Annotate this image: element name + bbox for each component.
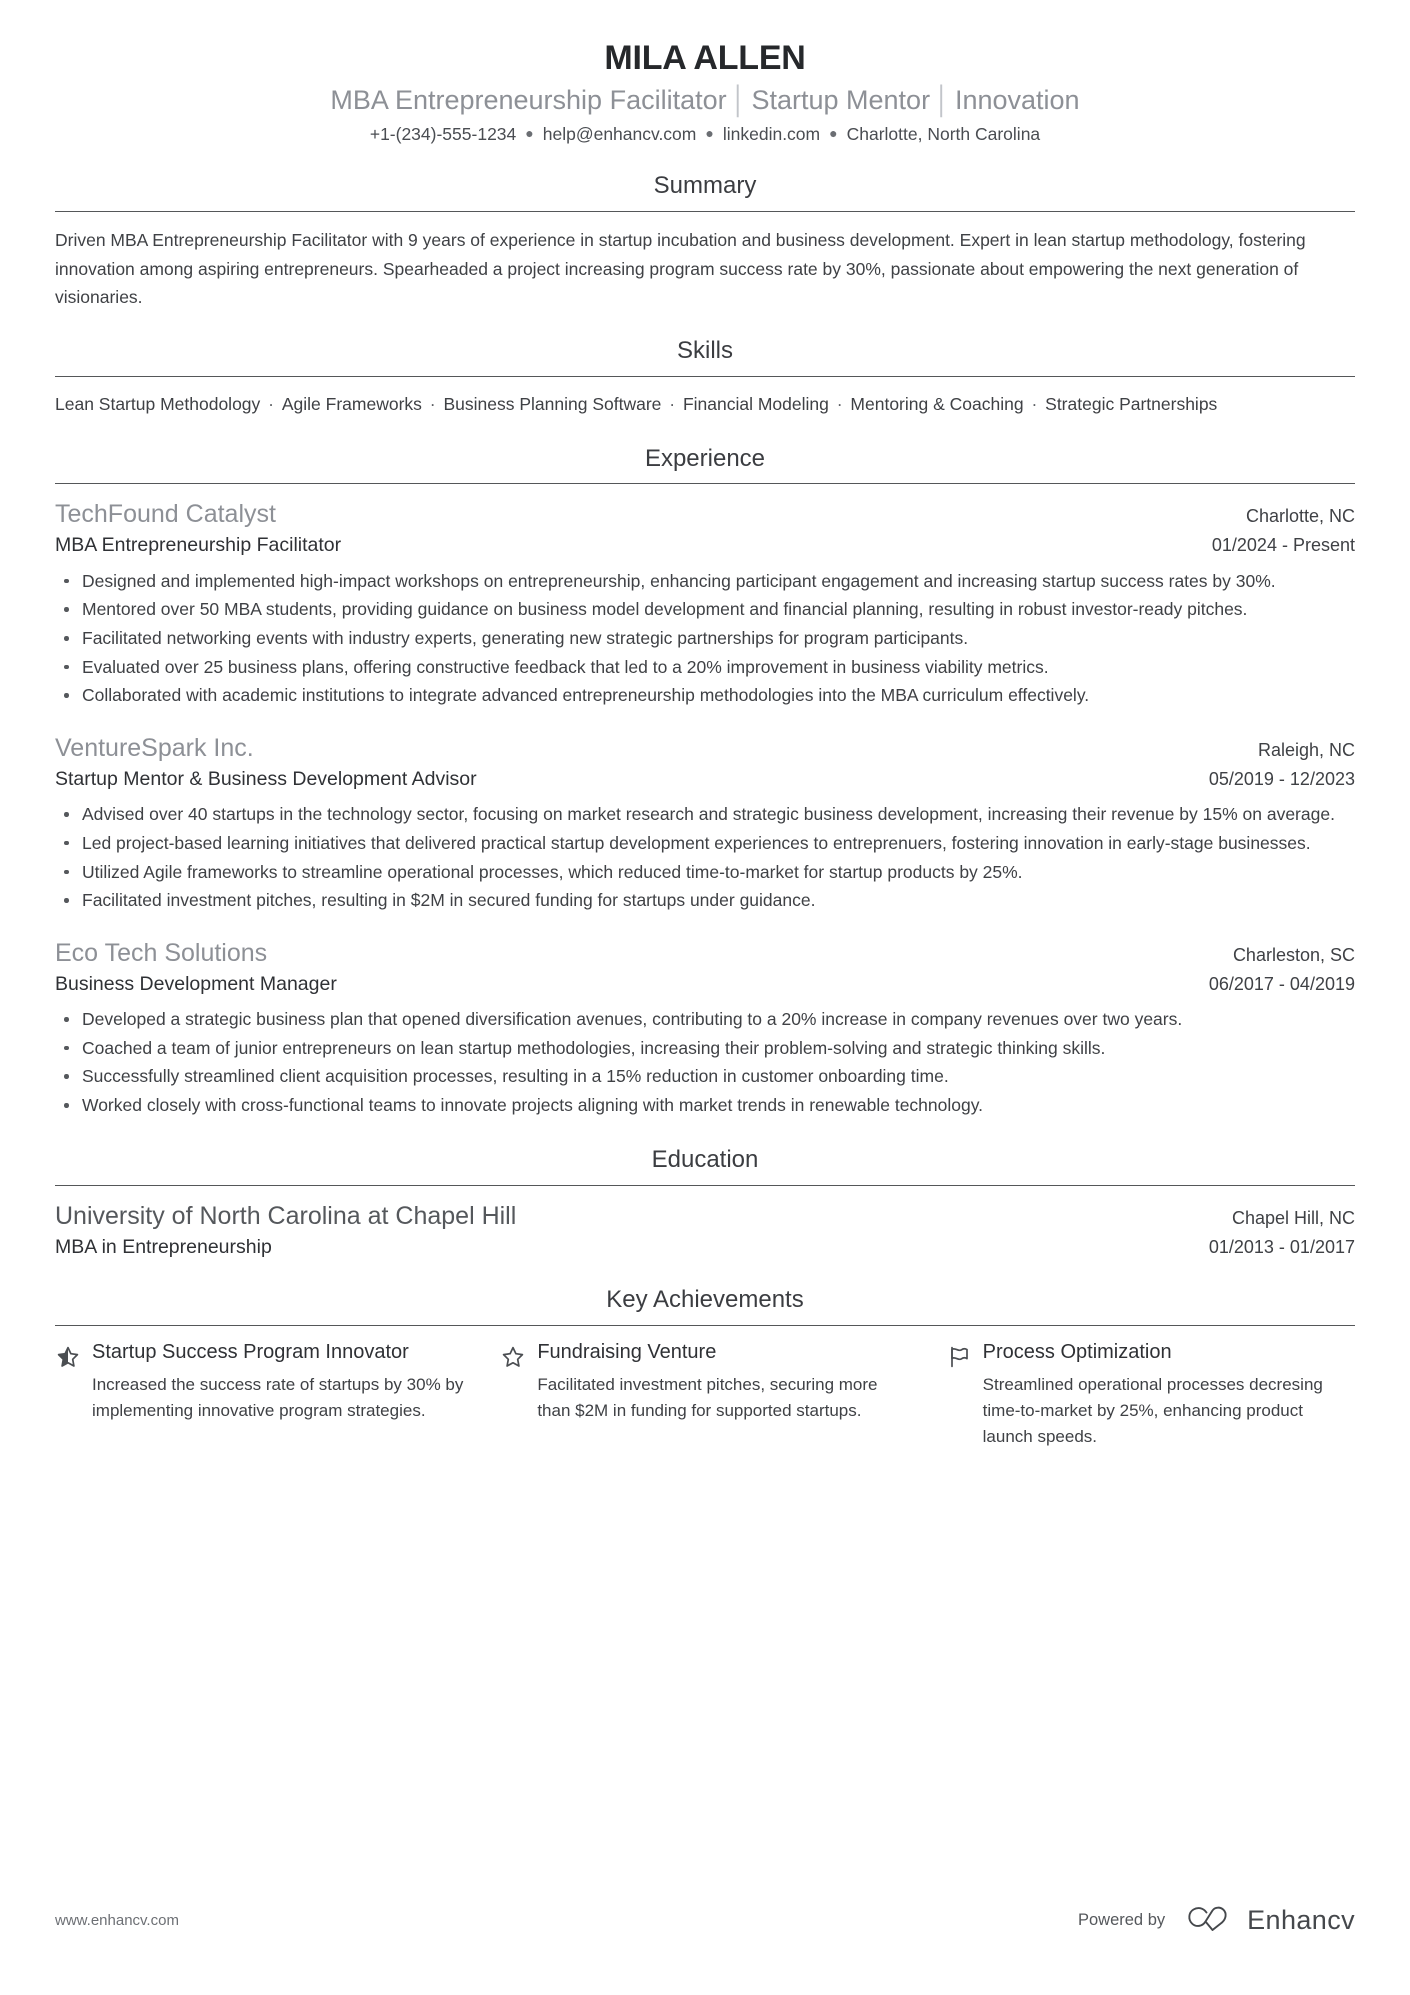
bullet-separator-icon: ● (705, 124, 714, 141)
experience-entry (55, 937, 1355, 1120)
experience-location: Charleston, SC (1232, 944, 1355, 965)
experience-bullet-list (55, 801, 1355, 915)
experience-bullet: Coached a team of junior entrepreneurs on lean startup methodologies, increasing their problem-solving and strategic thinking skills. (55, 1035, 1355, 1063)
skill-item: Strategic Partnerships (1045, 394, 1218, 415)
bullet-separator-icon: ● (525, 124, 534, 141)
skill-separator-icon: · (831, 394, 848, 415)
experience-bullet: Developed a strategic business plan that opened diversification avenues, contributing to a 20% increase in company revenues over two years. (55, 1006, 1355, 1034)
achievement-title: Fundraising Venture (537, 1340, 717, 1363)
experience-bullet: Facilitated networking events with industry experts, generating new strategic partnerships for program participants. (55, 625, 1355, 653)
headline-divider-icon: │ (730, 84, 748, 115)
achievement-item (500, 1340, 909, 1424)
achievement-description: Streamlined operational processes decresing time-to-market by 25%, enhancing product launch speeds. (982, 1375, 1323, 1446)
skill-separator-icon: · (263, 394, 279, 415)
experience-bullet: Worked closely with cross-functional teams to innovate projects aligning with market trends in renewable technology. (55, 1092, 1355, 1120)
education-location: Chapel Hill, NC (1231, 1207, 1355, 1228)
enhancv-brand-name: Enhancv (1247, 1905, 1355, 1935)
contact-location: Charlotte, North Carolina (846, 123, 1041, 144)
skills-list (55, 391, 1355, 419)
powered-by-label: Powered by (1077, 1911, 1166, 1929)
bullet-separator-icon: ● (829, 124, 838, 141)
experience-bullet-list (55, 1006, 1355, 1120)
footer-url[interactable]: www.enhancv.com (55, 1912, 179, 1929)
skill-item: Mentoring & Coaching (850, 394, 1024, 415)
experience-bullet: Collaborated with academic institutions to integrate advanced entrepreneurship methodologies into the MBA curriculum effectively. (55, 682, 1355, 710)
section-divider (55, 211, 1355, 212)
section-divider (55, 1185, 1355, 1186)
achievement-title: Process Optimization (982, 1340, 1172, 1363)
section-divider (55, 483, 1355, 484)
section-summary (55, 172, 1355, 311)
experience-bullet: Successfully streamlined client acquisition processes, resulting in a 15% reduction in customer onboarding time. (55, 1063, 1355, 1091)
section-title-experience: Experience (644, 444, 766, 472)
headline-divider-icon: │ (934, 84, 951, 115)
education-dates: 01/2013 - 01/2017 (1208, 1236, 1355, 1257)
experience-entry-header (55, 937, 1355, 969)
experience-entry-subheader (55, 969, 1355, 997)
section-title-skills: Skills (676, 337, 733, 365)
section-title-summary: Summary (653, 172, 757, 200)
headline-part-1: MBA Entrepreneurship Facilitator (330, 84, 727, 115)
skill-separator-icon: · (1026, 394, 1043, 415)
contact-phone[interactable]: +1-(234)-555-1234 (369, 123, 517, 144)
skill-separator-icon: · (664, 394, 680, 415)
summary-text: Driven MBA Entrepreneurship Facilitator with 9 years of experience in startup incubation and business development. Expert in lean startup methodology, fostering innovation among aspiring entrepreneurs. Spearheaded a project increasing program success rate by 30%, passionate about empowering the next generation of visionaries. (55, 230, 1306, 307)
experience-entry-subheader (55, 764, 1355, 792)
achievements-list (55, 1340, 1355, 1450)
experience-organization: TechFound Catalyst (55, 500, 276, 529)
achievement-body (983, 1340, 1355, 1450)
experience-organization: VentureSpark Inc. (55, 733, 254, 762)
section-title-key-achievements: Key Achievements (606, 1285, 804, 1313)
education-entry (55, 1200, 1355, 1260)
experience-entry (55, 732, 1355, 915)
achievement-item (946, 1340, 1355, 1450)
experience-bullet: Advised over 40 startups in the technology sector, focusing on market research and strategic business development, increasing their revenue by 15% on average. (55, 801, 1355, 829)
full-name: MILA ALLEN (604, 39, 806, 77)
skill-item: Agile Frameworks (281, 394, 422, 415)
experience-role: Business Development Manager (55, 972, 337, 995)
section-title-education: Education (651, 1145, 759, 1173)
experience-role: Startup Mentor & Business Development Advisor (55, 767, 477, 790)
education-entry-header (55, 1200, 1355, 1232)
achievement-item (55, 1340, 464, 1424)
section-skills (55, 337, 1355, 418)
section-divider (55, 1325, 1355, 1326)
experience-bullet: Evaluated over 25 business plans, offering constructive feedback that led to a 20% improvement in business viability metrics. (55, 654, 1355, 682)
experience-entry-header (55, 498, 1355, 530)
education-entry-subheader (55, 1232, 1355, 1260)
experience-entry (55, 498, 1355, 710)
experience-entry-subheader (55, 530, 1355, 558)
headline-part-2: Startup Mentor (751, 84, 931, 115)
achievement-body (537, 1340, 909, 1424)
star-outline-icon (500, 1344, 526, 1370)
section-experience (55, 445, 1355, 1120)
resume-header (55, 38, 1355, 146)
achievement-description: Facilitated investment pitches, securing more than $2M in funding for supported startups. (537, 1375, 878, 1421)
skill-item: Business Planning Software (443, 394, 662, 415)
experience-bullet: Facilitated investment pitches, resulting in $2M in secured funding for startups under guidance. (55, 887, 1355, 915)
achievement-description: Increased the success rate of startups by 30% by implementing innovative program strategies. (92, 1375, 464, 1421)
flag-icon (946, 1344, 972, 1370)
enhancv-brand (1182, 1904, 1355, 1937)
skill-separator-icon: · (424, 394, 441, 415)
education-entries (55, 1200, 1355, 1260)
page-footer (55, 1904, 1355, 1937)
experience-bullet: Led project-based learning initiatives that delivered practical startup development experiences to entreprenuers, fostering innovation in early-stage businesses. (55, 830, 1355, 858)
professional-headline (55, 83, 1355, 118)
experience-entries (55, 498, 1355, 1119)
education-degree: MBA in Entrepreneurship (55, 1235, 272, 1258)
skill-item: Financial Modeling (682, 394, 829, 415)
experience-dates: 06/2017 - 04/2019 (1208, 973, 1355, 994)
experience-role: MBA Entrepreneurship Facilitator (55, 534, 342, 557)
experience-location: Raleigh, NC (1257, 739, 1355, 760)
contact-line (55, 122, 1355, 147)
section-divider (55, 376, 1355, 377)
contact-email[interactable]: help@enhancv.com (542, 123, 697, 144)
experience-entry-header (55, 732, 1355, 764)
experience-bullet: Mentored over 50 MBA students, providing guidance on business model development and financial planning, resulting in robust investor-ready pitches. (55, 596, 1355, 624)
star-half-filled-icon (55, 1344, 81, 1370)
footer-branding (1078, 1904, 1355, 1937)
section-key-achievements (55, 1286, 1355, 1450)
experience-organization: Eco Tech Solutions (55, 938, 268, 967)
section-education (55, 1146, 1355, 1260)
enhancv-infinity-logo-icon (1182, 1904, 1234, 1937)
education-institution: University of North Carolina at Chapel Hill (55, 1201, 517, 1230)
experience-location: Charlotte, NC (1245, 506, 1355, 527)
contact-linkedin[interactable]: linkedin.com (722, 123, 821, 144)
achievement-body (92, 1340, 464, 1424)
experience-bullet: Designed and implemented high-impact workshops on entrepreneurship, enhancing participant engagement and increasing startup success rates by 30%. (55, 568, 1355, 596)
headline-part-3: Innovation (954, 84, 1080, 115)
achievement-title: Startup Success Program Innovator (92, 1340, 409, 1363)
experience-bullet: Utilized Agile frameworks to streamline operational processes, which reduced time-to-market for startup products by 25%. (55, 859, 1355, 887)
skill-item: Lean Startup Methodology (55, 394, 261, 415)
experience-bullet-list (55, 568, 1355, 710)
experience-dates: 01/2024 - Present (1211, 535, 1355, 556)
experience-dates: 05/2019 - 12/2023 (1208, 768, 1355, 789)
